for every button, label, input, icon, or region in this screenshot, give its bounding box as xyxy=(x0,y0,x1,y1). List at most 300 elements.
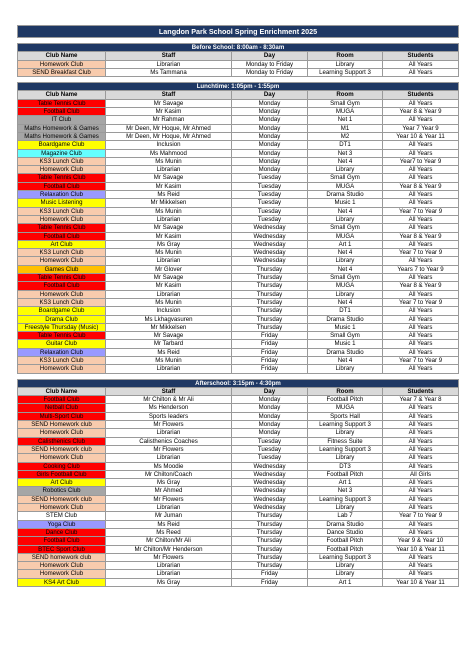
header-day: Day xyxy=(232,387,308,395)
title-row xyxy=(18,26,459,38)
timetable-body xyxy=(18,26,459,587)
staff-cell: Ms Tammana xyxy=(106,68,232,76)
room-cell: Small Gym xyxy=(308,332,383,340)
staff-cell: Librarian xyxy=(106,365,232,373)
staff-cell: Mr Kasim xyxy=(106,282,232,290)
club-name-cell: Table Tennis Club xyxy=(18,274,106,282)
students-cell: All Years xyxy=(383,462,459,470)
day-cell: Monday xyxy=(232,404,308,412)
room-cell: Drama Studio xyxy=(308,315,383,323)
staff-cell: Librarian xyxy=(106,60,232,68)
room-cell: Library xyxy=(308,257,383,265)
students-cell: All Years xyxy=(383,240,459,248)
staff-cell: Ms Munin xyxy=(106,157,232,165)
room-cell: Small Gym xyxy=(308,274,383,282)
staff-cell: Mr Tarbard xyxy=(106,340,232,348)
club-name-cell: SEND Breakfast Club xyxy=(18,68,106,76)
day-cell: Monday xyxy=(232,99,308,107)
students-cell: All Years xyxy=(383,487,459,495)
room-cell: Learning Support 3 xyxy=(308,68,383,76)
day-cell: Monday to Friday xyxy=(232,68,308,76)
day-cell: Wednesday xyxy=(232,495,308,503)
students-cell: All Years xyxy=(383,437,459,445)
staff-cell: Ms Mahmood xyxy=(106,149,232,157)
staff-cell: Mr Mikkelsen xyxy=(106,199,232,207)
day-cell: Thursday xyxy=(232,553,308,561)
staff-cell: Mr Savage xyxy=(106,99,232,107)
staff-cell: Ms Reid xyxy=(106,520,232,528)
header-staff: Staff xyxy=(106,91,232,99)
room-cell: Drama Studio xyxy=(308,348,383,356)
students-cell: All Years xyxy=(383,290,459,298)
day-cell: Friday xyxy=(232,348,308,356)
room-cell: M2 xyxy=(308,132,383,140)
staff-cell: Mr Savage xyxy=(106,224,232,232)
room-cell: DT3 xyxy=(308,462,383,470)
table-row xyxy=(18,429,459,437)
table-row xyxy=(18,157,459,165)
day-cell: Monday xyxy=(232,396,308,404)
club-name-cell: Drama Club xyxy=(18,315,106,323)
section-title-row xyxy=(18,83,459,91)
students-cell: All Years xyxy=(383,99,459,107)
table-row xyxy=(18,149,459,157)
staff-cell: Ms Munin xyxy=(106,298,232,306)
room-cell: Dance Studio xyxy=(308,528,383,536)
staff-cell: Librarian xyxy=(106,429,232,437)
staff-cell: Mr Chilton & Mr Ali xyxy=(106,396,232,404)
staff-cell: Inclusion xyxy=(106,141,232,149)
day-cell: Friday xyxy=(232,570,308,578)
students-cell: All Years xyxy=(383,149,459,157)
staff-cell: Mr Chilton/Coach xyxy=(106,470,232,478)
students-cell: All Years xyxy=(383,429,459,437)
day-cell: Thursday xyxy=(232,562,308,570)
day-cell: Thursday xyxy=(232,520,308,528)
room-cell: M1 xyxy=(308,124,383,132)
room-cell: Net 4 xyxy=(308,157,383,165)
section-title: Lunchtime: 1:05pm - 1:55pm xyxy=(18,83,459,91)
day-cell: Thursday xyxy=(232,537,308,545)
table-row xyxy=(18,323,459,331)
club-name-cell: STEM Club xyxy=(18,512,106,520)
club-name-cell: Music Listening xyxy=(18,199,106,207)
day-cell: Monday xyxy=(232,157,308,165)
room-cell: Small Gym xyxy=(308,224,383,232)
table-row xyxy=(18,215,459,223)
students-cell: All Years xyxy=(383,528,459,536)
day-cell: Tuesday xyxy=(232,199,308,207)
day-cell: Thursday xyxy=(232,290,308,298)
room-cell: Net 1 xyxy=(308,116,383,124)
day-cell: Wednesday xyxy=(232,462,308,470)
table-row xyxy=(18,265,459,273)
day-cell: Monday xyxy=(232,421,308,429)
table-row xyxy=(18,365,459,373)
club-name-cell: Magazine Club xyxy=(18,149,106,157)
staff-cell: Ms Moodie xyxy=(106,462,232,470)
day-cell: Monday xyxy=(232,108,308,116)
table-row xyxy=(18,224,459,232)
day-cell: Wednesday xyxy=(232,487,308,495)
staff-cell: Mr Savage xyxy=(106,274,232,282)
students-cell: Year 7 to Year 9 xyxy=(383,356,459,364)
club-name-cell: Table Tennis Club xyxy=(18,224,106,232)
club-name-cell: Relaxation Club xyxy=(18,191,106,199)
students-cell: All Years xyxy=(383,479,459,487)
students-cell: All Years xyxy=(383,348,459,356)
table-row xyxy=(18,445,459,453)
staff-cell: Ms Gray xyxy=(106,240,232,248)
students-cell: Year 7 & Year 8 xyxy=(383,396,459,404)
column-header-row xyxy=(18,91,459,99)
room-cell: Art 1 xyxy=(308,578,383,586)
staff-cell: Librarian xyxy=(106,504,232,512)
day-cell: Thursday xyxy=(232,545,308,553)
students-cell: Years 7 to Year 9 xyxy=(383,265,459,273)
staff-cell: Mr Kasim xyxy=(106,182,232,190)
day-cell: Tuesday xyxy=(232,445,308,453)
students-cell: All Years xyxy=(383,520,459,528)
club-name-cell: Football Club xyxy=(18,232,106,240)
table-row xyxy=(18,108,459,116)
room-cell: Football Pitch xyxy=(308,396,383,404)
table-row xyxy=(18,249,459,257)
header-students: Students xyxy=(383,91,459,99)
table-row xyxy=(18,437,459,445)
table-row xyxy=(18,421,459,429)
room-cell: Art 1 xyxy=(308,240,383,248)
room-cell: Library xyxy=(308,166,383,174)
room-cell: Music 1 xyxy=(308,199,383,207)
table-row xyxy=(18,182,459,190)
club-name-cell: Homework Club xyxy=(18,429,106,437)
room-cell: Football Pitch xyxy=(308,470,383,478)
staff-cell: Librarian xyxy=(106,454,232,462)
room-cell: Library xyxy=(308,504,383,512)
header-staff: Staff xyxy=(106,387,232,395)
day-cell: Friday xyxy=(232,340,308,348)
staff-cell: Librarian xyxy=(106,166,232,174)
room-cell: Library xyxy=(308,290,383,298)
club-name-cell: Dance Club xyxy=(18,528,106,536)
club-name-cell: Games Club xyxy=(18,265,106,273)
club-name-cell: KS3 Lunch Club xyxy=(18,356,106,364)
students-cell: Year 9 & Year 10 xyxy=(383,537,459,545)
section-title-row xyxy=(18,379,459,387)
day-cell: Wednesday xyxy=(232,504,308,512)
staff-cell: Librarian xyxy=(106,562,232,570)
table-row xyxy=(18,512,459,520)
students-cell: All Years xyxy=(383,332,459,340)
table-row xyxy=(18,545,459,553)
day-cell: Tuesday xyxy=(232,191,308,199)
club-name-cell: Multi-Sport Club xyxy=(18,412,106,420)
students-cell: Year 10 & Year 11 xyxy=(383,545,459,553)
club-name-cell: Freestyle Thursday (Music) xyxy=(18,323,106,331)
room-cell: Drama Studio xyxy=(308,520,383,528)
day-cell: Monday xyxy=(232,149,308,157)
club-name-cell: Maths Homework & Games xyxy=(18,124,106,132)
staff-cell: Mr Mikkelsen xyxy=(106,323,232,331)
club-name-cell: Homework Club xyxy=(18,60,106,68)
students-cell: All Years xyxy=(383,257,459,265)
staff-cell: Mr Chilton/Mr Henderson xyxy=(106,545,232,553)
club-name-cell: Table Tennis Club xyxy=(18,332,106,340)
section-title-row xyxy=(18,44,459,52)
club-name-cell: KS3 Lunch Club xyxy=(18,207,106,215)
day-cell: Monday xyxy=(232,132,308,140)
students-cell: All Years xyxy=(383,365,459,373)
day-cell: Tuesday xyxy=(232,182,308,190)
room-cell: MUGA xyxy=(308,404,383,412)
students-cell: All Years xyxy=(383,445,459,453)
students-cell: All Years xyxy=(383,174,459,182)
room-cell: Small Gym xyxy=(308,99,383,107)
staff-cell: Sports leaders xyxy=(106,412,232,420)
room-cell: Football Pitch xyxy=(308,537,383,545)
club-name-cell: SEND homework club xyxy=(18,553,106,561)
club-name-cell: SEND Homework club xyxy=(18,495,106,503)
table-row xyxy=(18,487,459,495)
room-cell: Net 4 xyxy=(308,207,383,215)
students-cell: All Years xyxy=(383,68,459,76)
table-row xyxy=(18,132,459,140)
club-name-cell: Homework Club xyxy=(18,215,106,223)
students-cell: All Years xyxy=(383,504,459,512)
staff-cell: Mr Juman xyxy=(106,512,232,520)
staff-cell: Ms Reid xyxy=(106,348,232,356)
day-cell: Thursday xyxy=(232,307,308,315)
club-name-cell: Calisthenics Club xyxy=(18,437,106,445)
students-cell: All Years xyxy=(383,421,459,429)
club-name-cell: Homework Club xyxy=(18,562,106,570)
club-name-cell: Homework Club xyxy=(18,454,106,462)
students-cell: Year 8 & Year 9 xyxy=(383,282,459,290)
page-title: Langdon Park School Spring Enrichment 2025 xyxy=(18,26,459,38)
club-name-cell: IT Club xyxy=(18,116,106,124)
table-row xyxy=(18,570,459,578)
table-row xyxy=(18,537,459,545)
table-row xyxy=(18,68,459,76)
table-row xyxy=(18,174,459,182)
room-cell: Net 4 xyxy=(308,356,383,364)
table-row xyxy=(18,462,459,470)
staff-cell: Ms Reed xyxy=(106,528,232,536)
room-cell: Learning Support 3 xyxy=(308,495,383,503)
club-name-cell: Football Club xyxy=(18,182,106,190)
day-cell: Monday xyxy=(232,141,308,149)
club-name-cell: Art Club xyxy=(18,479,106,487)
day-cell: Friday xyxy=(232,578,308,586)
room-cell: Small Gym xyxy=(308,174,383,182)
room-cell: Drama Studio xyxy=(308,191,383,199)
day-cell: Tuesday xyxy=(232,207,308,215)
club-name-cell: Table Tennis Club xyxy=(18,174,106,182)
club-name-cell: Yoga Club xyxy=(18,520,106,528)
staff-cell: Librarian xyxy=(106,570,232,578)
room-cell: MUGA xyxy=(308,182,383,190)
day-cell: Wednesday xyxy=(232,479,308,487)
section-title: Before School: 8:00am - 8:30am xyxy=(18,44,459,52)
staff-cell: Ms Henderson xyxy=(106,404,232,412)
day-cell: Monday to Friday xyxy=(232,60,308,68)
day-cell: Wednesday xyxy=(232,249,308,257)
room-cell: Lab 7 xyxy=(308,512,383,520)
staff-cell: Mr Deen, Mr Hoque, Mr Ahmed xyxy=(106,132,232,140)
room-cell: Library xyxy=(308,454,383,462)
club-name-cell: Maths Homework & Games xyxy=(18,132,106,140)
table-row xyxy=(18,116,459,124)
students-cell: All Years xyxy=(383,224,459,232)
table-row xyxy=(18,232,459,240)
day-cell: Wednesday xyxy=(232,470,308,478)
table-row xyxy=(18,191,459,199)
staff-cell: Ms Lkhagvasuren xyxy=(106,315,232,323)
staff-cell: Mr Glover xyxy=(106,265,232,273)
club-name-cell: Homework Club xyxy=(18,365,106,373)
students-cell: All Years xyxy=(383,274,459,282)
staff-cell: Mr Savage xyxy=(106,332,232,340)
club-name-cell: Homework Club xyxy=(18,504,106,512)
table-row xyxy=(18,240,459,248)
room-cell: Net 3 xyxy=(308,487,383,495)
table-row xyxy=(18,307,459,315)
room-cell: Music 1 xyxy=(308,323,383,331)
table-row xyxy=(18,257,459,265)
table-row xyxy=(18,60,459,68)
room-cell: Learning Support 3 xyxy=(308,553,383,561)
students-cell: All Years xyxy=(383,141,459,149)
header-room: Room xyxy=(308,91,383,99)
day-cell: Monday xyxy=(232,116,308,124)
table-row xyxy=(18,124,459,132)
club-name-cell: Girls Football Club xyxy=(18,470,106,478)
students-cell: All Years xyxy=(383,116,459,124)
students-cell: All Years xyxy=(383,215,459,223)
room-cell: Fitness Suite xyxy=(308,437,383,445)
day-cell: Wednesday xyxy=(232,240,308,248)
club-name-cell: Netball Club xyxy=(18,404,106,412)
staff-cell: Mr Savage xyxy=(106,174,232,182)
club-name-cell: Guitar Club xyxy=(18,340,106,348)
day-cell: Friday xyxy=(232,356,308,364)
room-cell: Net 4 xyxy=(308,249,383,257)
staff-cell: Ms Gray xyxy=(106,578,232,586)
table-row xyxy=(18,479,459,487)
room-cell: MUGA xyxy=(308,232,383,240)
day-cell: Monday xyxy=(232,124,308,132)
table-row xyxy=(18,404,459,412)
staff-cell: Mr Ahmed xyxy=(106,487,232,495)
club-name-cell: KS3 Lunch Club xyxy=(18,157,106,165)
column-header-row xyxy=(18,387,459,395)
column-header-row xyxy=(18,52,459,60)
day-cell: Wednesday xyxy=(232,232,308,240)
students-cell: Year 7 Year 9 xyxy=(383,124,459,132)
table-row xyxy=(18,141,459,149)
header-room: Room xyxy=(308,387,383,395)
students-cell: All Years xyxy=(383,570,459,578)
staff-cell: Mr Chilton/Mr Ali xyxy=(106,537,232,545)
students-cell: All Years xyxy=(383,404,459,412)
club-name-cell: Table Tennis Club xyxy=(18,99,106,107)
table-row xyxy=(18,332,459,340)
header-staff: Staff xyxy=(106,52,232,60)
students-cell: All Years xyxy=(383,454,459,462)
day-cell: Thursday xyxy=(232,265,308,273)
students-cell: Year 7 to Year 9 xyxy=(383,298,459,306)
staff-cell: Mr Flowers xyxy=(106,553,232,561)
club-name-cell: BTEC Sport Club xyxy=(18,545,106,553)
students-cell: Year 7 to Year 9 xyxy=(383,249,459,257)
header-students: Students xyxy=(383,52,459,60)
day-cell: Thursday xyxy=(232,315,308,323)
table-row xyxy=(18,290,459,298)
header-room: Room xyxy=(308,52,383,60)
room-cell: Library xyxy=(308,429,383,437)
club-name-cell: Robotics Club xyxy=(18,487,106,495)
table-row xyxy=(18,99,459,107)
staff-cell: Mr Kasim xyxy=(106,108,232,116)
club-name-cell: Homework Club xyxy=(18,257,106,265)
room-cell: MUGA xyxy=(308,282,383,290)
room-cell: Learning Support 3 xyxy=(308,421,383,429)
room-cell: Library xyxy=(308,570,383,578)
table-row xyxy=(18,274,459,282)
club-name-cell: Cooking Club xyxy=(18,462,106,470)
timetable-table xyxy=(17,25,459,587)
table-row xyxy=(18,348,459,356)
day-cell: Thursday xyxy=(232,512,308,520)
club-name-cell: Football Club xyxy=(18,108,106,116)
club-name-cell: SEND Homework club xyxy=(18,445,106,453)
table-row xyxy=(18,207,459,215)
table-row xyxy=(18,562,459,570)
day-cell: Friday xyxy=(232,332,308,340)
day-cell: Wednesday xyxy=(232,257,308,265)
club-name-cell: Art Club xyxy=(18,240,106,248)
table-row xyxy=(18,298,459,306)
header-students: Students xyxy=(383,387,459,395)
day-cell: Thursday xyxy=(232,298,308,306)
day-cell: Thursday xyxy=(232,323,308,331)
table-row xyxy=(18,412,459,420)
club-name-cell: KS3 Lunch Club xyxy=(18,249,106,257)
day-cell: Wednesday xyxy=(232,224,308,232)
staff-cell: Mr Flowers xyxy=(106,445,232,453)
day-cell: Monday xyxy=(232,429,308,437)
students-cell: Year 8 & Year 9 xyxy=(383,108,459,116)
students-cell: Year 8 & Year 9 xyxy=(383,182,459,190)
students-cell: All Years xyxy=(383,340,459,348)
table-row xyxy=(18,520,459,528)
students-cell: All Girls xyxy=(383,470,459,478)
room-cell: MUGA xyxy=(308,108,383,116)
table-row xyxy=(18,578,459,586)
staff-cell: Inclusion xyxy=(106,307,232,315)
staff-cell: Ms Munin xyxy=(106,249,232,257)
day-cell: Thursday xyxy=(232,282,308,290)
staff-cell: Mr Kasim xyxy=(106,232,232,240)
club-name-cell: Homework Club xyxy=(18,290,106,298)
club-name-cell: Football Club xyxy=(18,282,106,290)
room-cell: Net 3 xyxy=(308,149,383,157)
room-cell: Library xyxy=(308,60,383,68)
club-name-cell: Relaxation Club xyxy=(18,348,106,356)
day-cell: Tuesday xyxy=(232,215,308,223)
staff-cell: Librarian xyxy=(106,290,232,298)
